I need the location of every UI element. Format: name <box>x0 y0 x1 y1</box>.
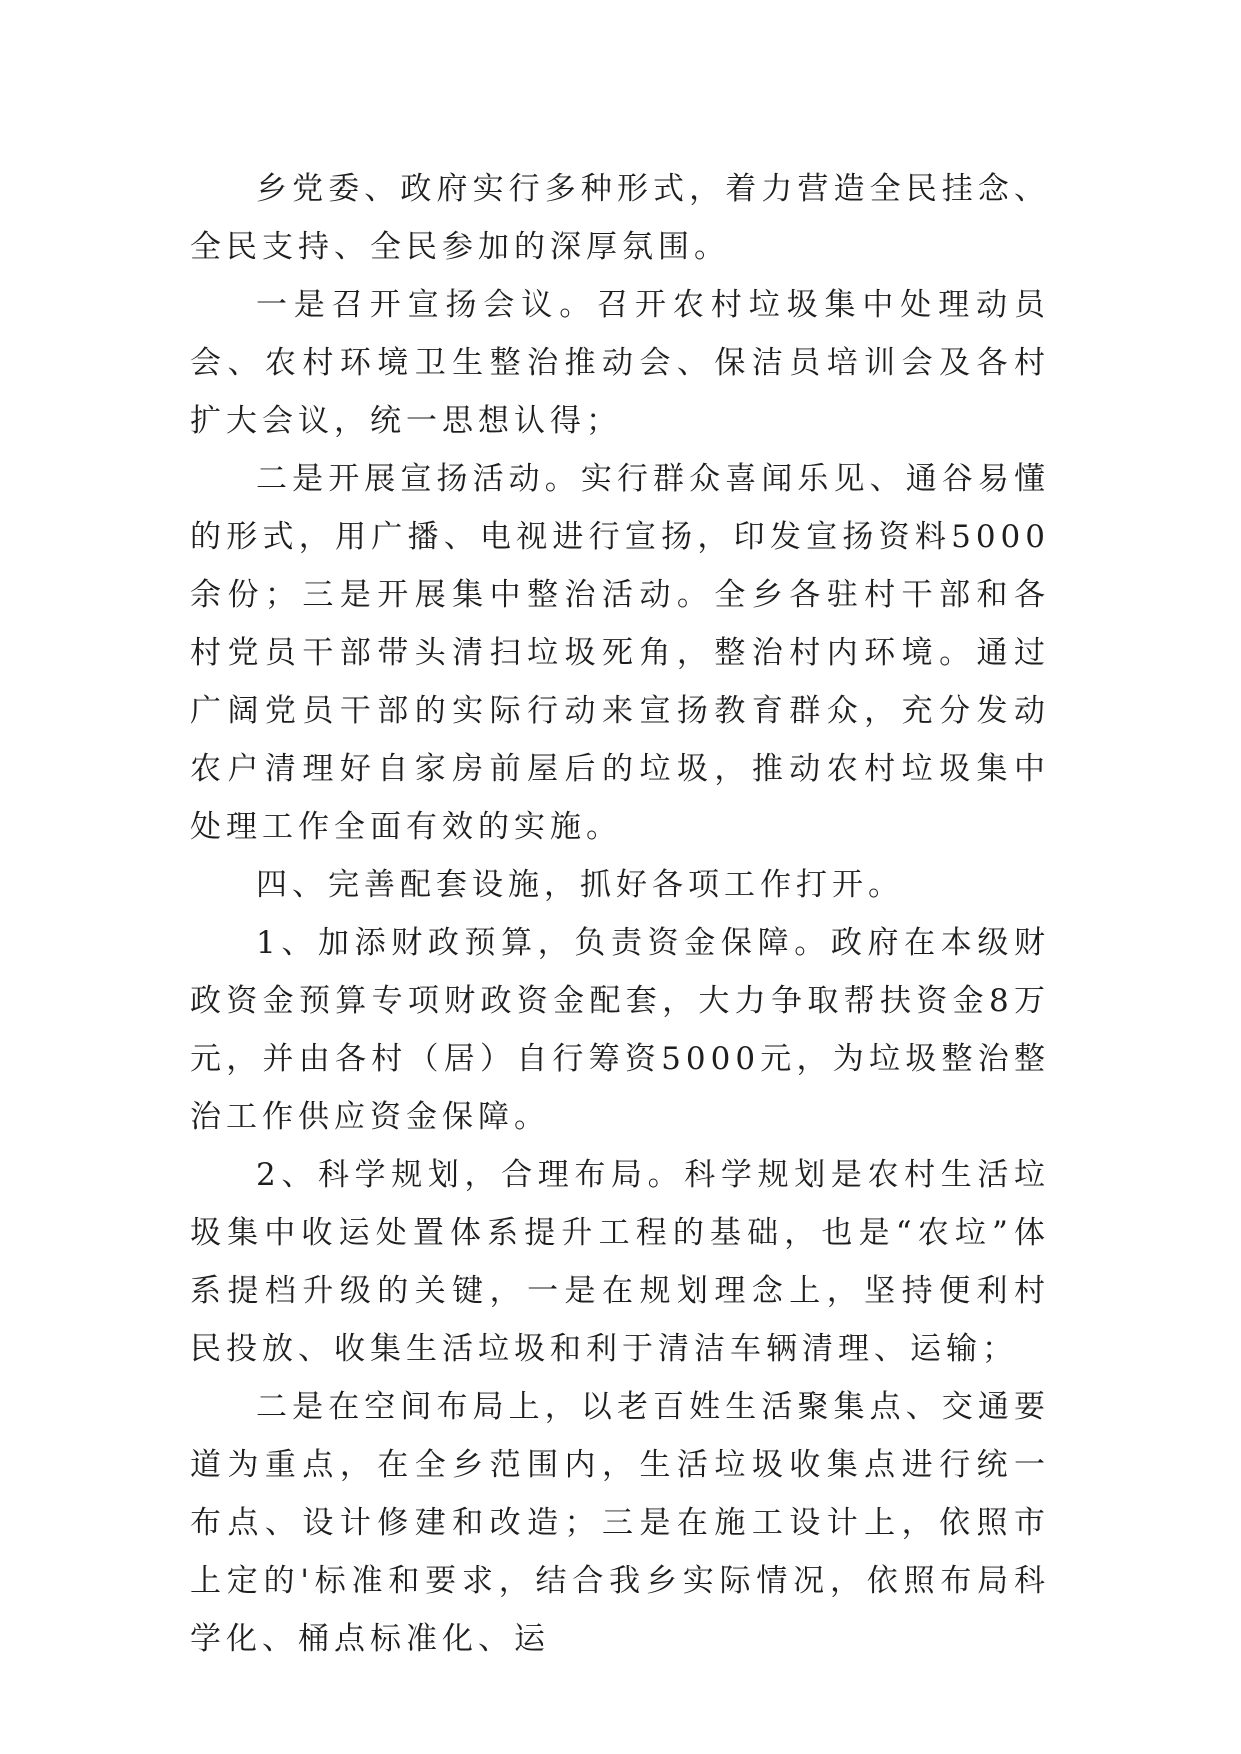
paragraph-5: 1、加添财政预算，负责资金保障。政府在本级财政资金预算专项财政资金配套，大力争取帮扶资金8万元，并由各村（居）自行筹资5000元，为垃圾整治整治工作供应资金保障。 <box>190 925 1050 1135</box>
paragraph-2: 一是召开宣扬会议。召开农村垃圾集中处理动员会、农村环境卫生整治推动会、保洁员培训会及各村扩大会议，统一思想认得； <box>190 287 1050 439</box>
paragraph-6: 2、科学规划，合理布局。科学规划是农村生活垃圾集中收运处置体系提升工程的基础，也是“农垃”体系提档升级的关键，一是在规划理念上，坚持便利村民投放、收集生活垃圾和利于清洁车辆清理、运输； <box>190 1157 1050 1367</box>
document-body <box>190 160 1050 1668</box>
paragraph-3: 二是开展宣扬活动。实行群众喜闻乐见、通谷易懂的形式，用广播、电视进行宣扬，印发宣扬资料5000余份；三是开展集中整治活动。全乡各驻村干部和各村党员干部带头清扫垃圾死角，整治村内环境。通过广阔党员干部的实际行动来宣扬教育群众，充分发动农户清理好自家房前屋后的垃圾，推动农村垃圾集中处理工作全面有效的实施。 <box>190 461 1050 845</box>
paragraph-7: 二是在空间布局上，以老百姓生活聚集点、交通要道为重点，在全乡范围内，生活垃圾收集点进行统一布点、设计修建和改造；三是在施工设计上，依照市上定的'标准和要求，结合我乡实际情况，依照布局科学化、桶点标准化、运 <box>190 1389 1050 1657</box>
paragraph-1: 乡党委、政府实行多种形式，着力营造全民挂念、全民支持、全民参加的深厚氛围。 <box>190 171 1050 265</box>
paragraph-4: 四、完善配套设施，抓好各项工作打开。 <box>256 867 904 903</box>
